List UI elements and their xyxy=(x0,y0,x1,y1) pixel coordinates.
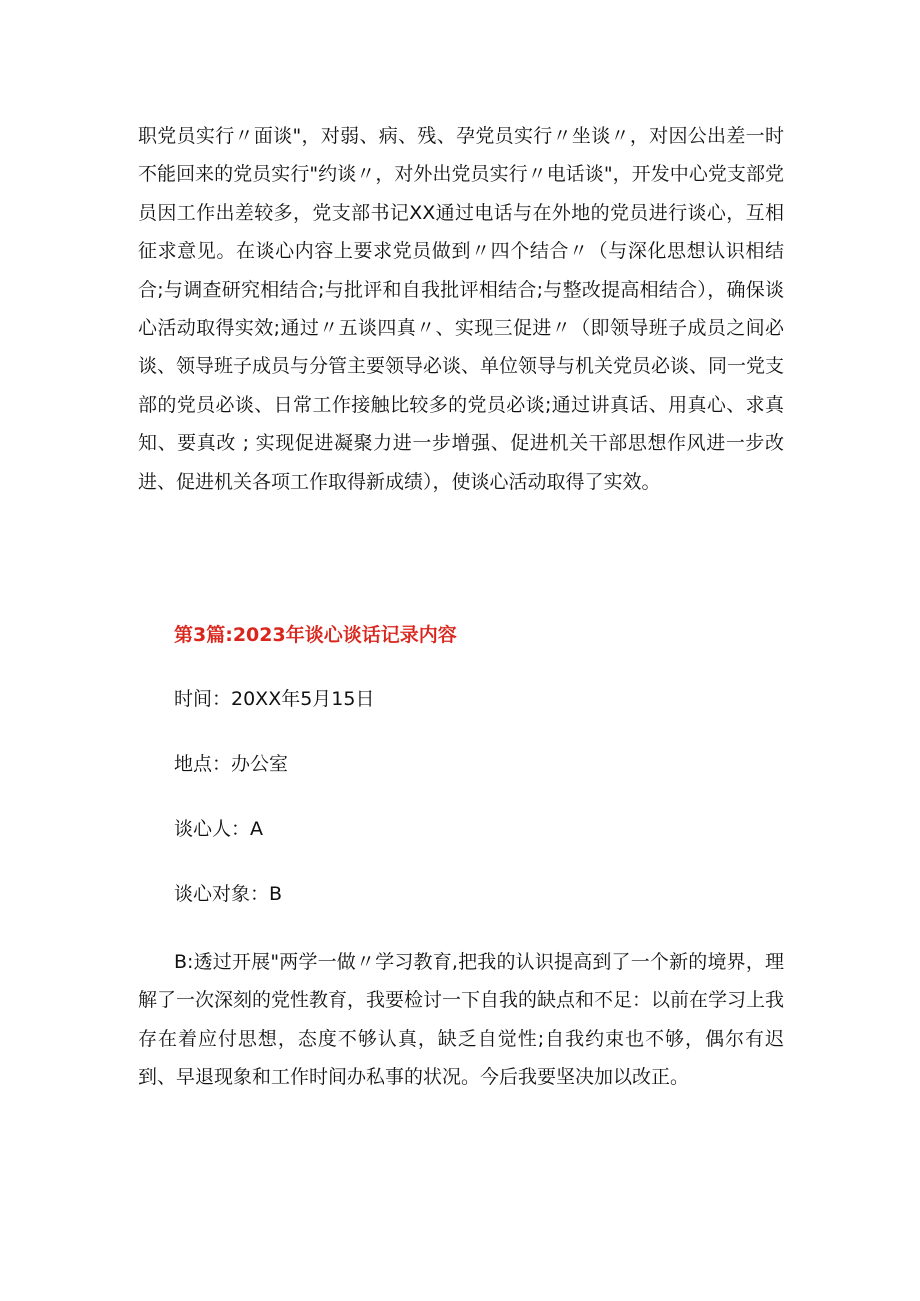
talk-target: 谈心对象：B xyxy=(174,883,283,905)
meeting-time: 时间：20XX年5月15日 xyxy=(174,688,375,710)
talker: 谈心人：A xyxy=(174,818,263,840)
section-heading: 第3篇:2023年谈心谈话记录内容 xyxy=(174,624,457,646)
continued-paragraph: 职党员实行〃面谈"，对弱、病、残、孕党员实行〃坐谈〃，对因公出差一时不能回来的党员实行"约谈〃，对外出党员实行〃电话谈"，开发中心党支部党员因工作出差较多，党支部书记XX通过电话与在外地的党员进行谈心，互相征求意见。在谈心内容上要求党员做到〃四个结合〃（与深化思想认识相结合;与调查研究相结合;与批评和自我批评相结合;与整改提高相结合），确保谈心活动取得实效;通过〃五谈四真〃、实现三促进〃（即领导班子成员之间必谈、领导班子成员与分管主要领导必谈、单位领导与机关党员必谈、同一党支部的党员必谈、日常工作接触比较多的党员必谈;通过讲真话、用真心、求真知、要真改 ; 实现促进凝聚力进一步增强、促进机关干部思想作风进一步改进、促进机关各项工作取得新成绩），使谈心活动取得了实效。 xyxy=(138,125,785,493)
meeting-place: 地点：办公室 xyxy=(174,753,289,775)
statement-paragraph: B:透过开展"两学一做〃学习教育,把我的认识提高到了一个新的境界，理解了一次深刻的党性教育，我要检讨一下自我的缺点和不足：以前在学习上我存在着应付思想，态度不够认真，缺乏自觉性;自我约束也不够，偶尔有迟到、早退现象和工作时间办私事的状况。今后我要坚决加以改正。 xyxy=(138,951,785,1089)
